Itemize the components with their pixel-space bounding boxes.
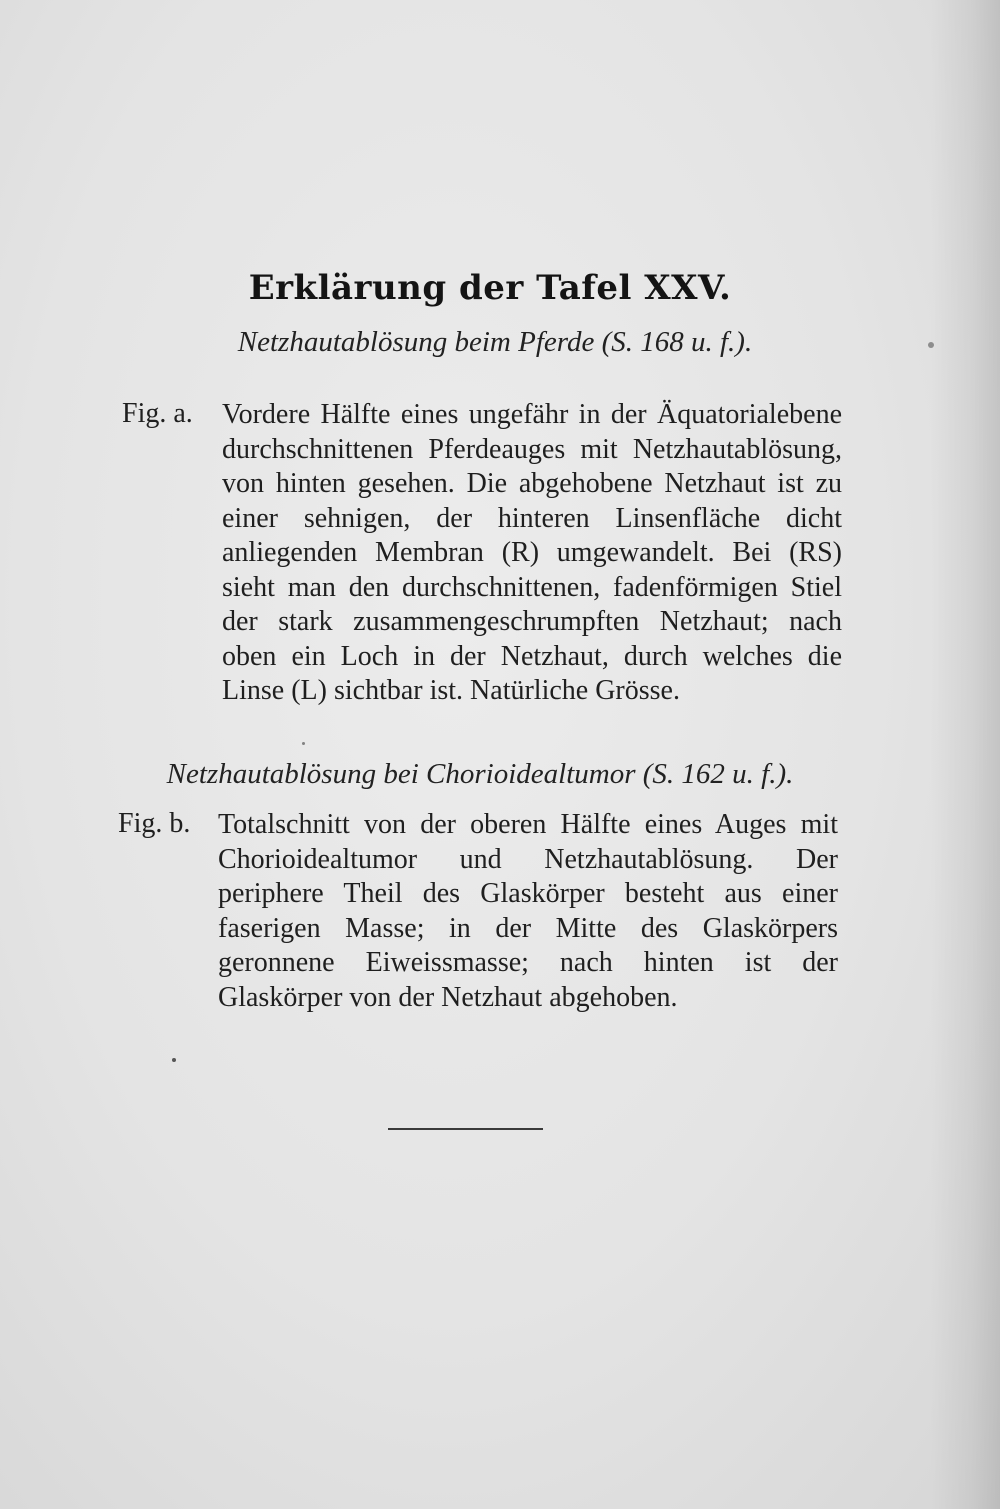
paper-speck <box>172 1058 176 1062</box>
figure-a-text: Vordere Hälfte eines ungefähr in der Äquatorialebene durchschnittenen Pferdeauges mit Netzhautablösung, von hinten gesehen. Die abgehobene Netzhaut ist zu einer sehnigen, der hinteren Linsenfläche dicht anliegenden Membran (R) umgewandelt. Bei (RS) sieht man den durchschnittenen, fadenförmigen Stiel der stark zusammengeschrumpften Netzhaut; nach oben ein Loch in der Netzhaut, durch welches die Linse (L) sichtbar ist. Natürliche Grösse. <box>222 399 842 706</box>
figure-b-text: Totalschnitt von der oberen Hälfte eines Auges mit Chorioidealtumor und Netzhautablösung. Der periphere Theil des Glaskörper besteht aus einer faserigen Masse; in der Mitte des Glaskörpers geronnene Eiweissmasse; nach hinten ist der Glaskörper von der Netzhaut abgehoben. <box>218 809 838 1013</box>
page-edge-shadow <box>930 0 1000 1509</box>
figure-a-label: Fig. a. <box>122 398 193 429</box>
paper-speck <box>302 742 305 745</box>
figure-b-label: Fig. b. <box>118 808 191 839</box>
paper-speck <box>928 342 934 348</box>
page-title: Erklärung der Tafel XXV. <box>248 268 732 308</box>
closing-rule <box>388 1128 543 1130</box>
section-heading-horse: Netzhautablösung beim Pferde (S. 168 u. f.). <box>237 326 753 358</box>
section-heading-tumor: Netzhautablösung bei Chorioidealtumor (S. 162 u. f.). <box>166 758 794 790</box>
figure-b-caption <box>118 808 848 1018</box>
figure-a-caption <box>122 398 852 718</box>
